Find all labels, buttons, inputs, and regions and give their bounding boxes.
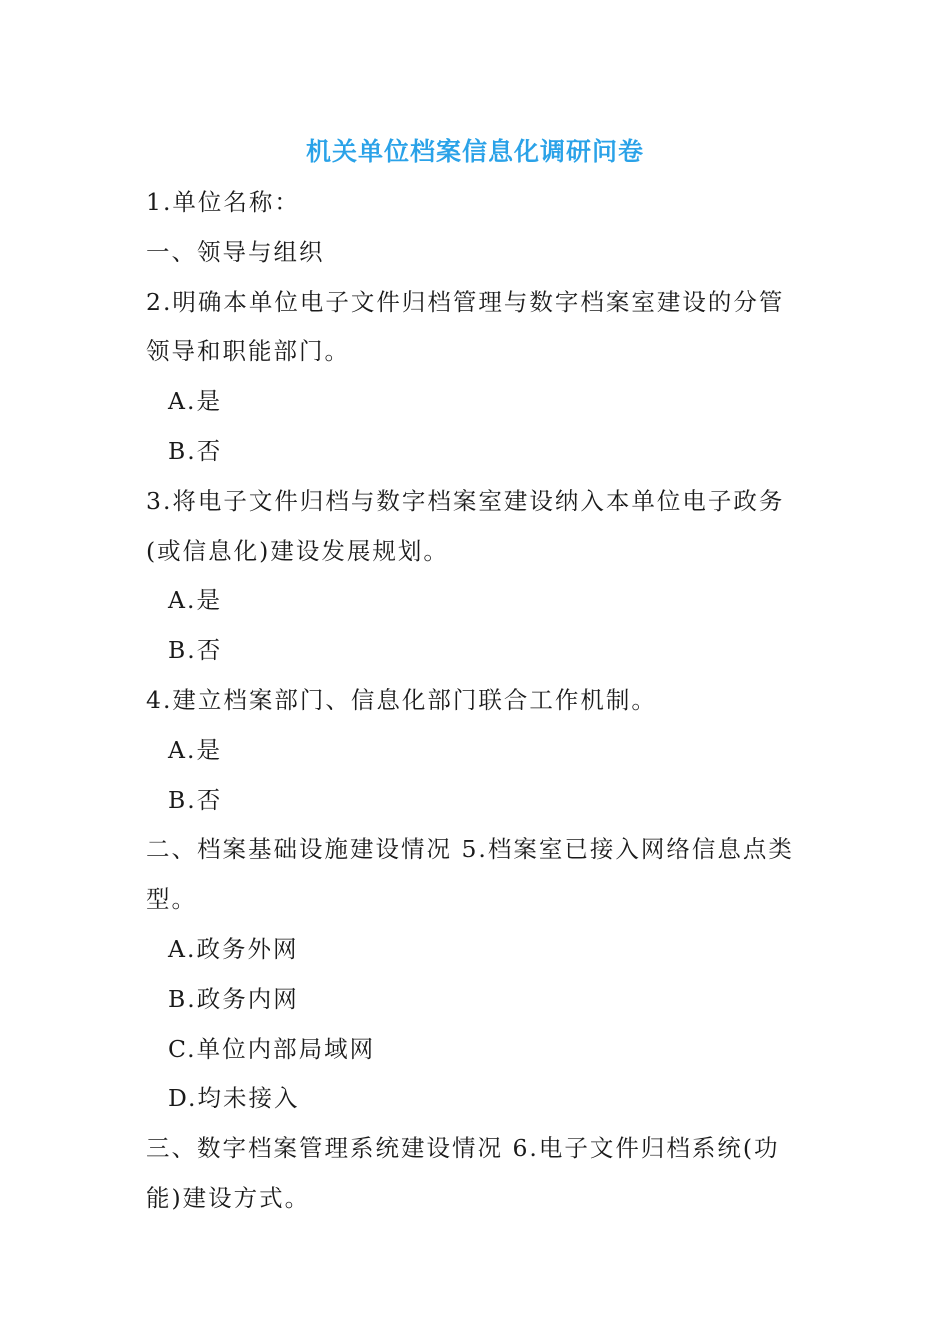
question-2-text: 2.明确本单位电子文件归档管理与数字档案室建设的分管 bbox=[146, 287, 785, 316]
option-a: A.是 bbox=[168, 735, 222, 764]
section-heading-infrastructure: 二、档案基础设施建设情况 5.档案室已接入网络信息点类 bbox=[146, 835, 794, 864]
option-b: B.否 bbox=[168, 785, 223, 814]
option-b: B.否 bbox=[168, 436, 223, 465]
option-b: B.否 bbox=[168, 636, 223, 665]
question-5-text-cont: 型。 bbox=[146, 885, 197, 914]
question-unit-name: 1.单位名称： bbox=[146, 188, 300, 216]
section-heading-system: 三、数字档案管理系统建设情况 6.电子文件归档系统(功 bbox=[146, 1134, 780, 1163]
document-title: 机关单位档案信息化调研问卷 bbox=[305, 137, 644, 166]
option-a: A.政务外网 bbox=[168, 934, 299, 963]
question-4-text: 4.建立档案部门、信息化部门联合工作机制。 bbox=[146, 685, 657, 714]
document-body bbox=[146, 178, 796, 1224]
question-3-text-cont: (或信息化)建设发展规划。 bbox=[146, 536, 449, 565]
option-b: B.政务内网 bbox=[168, 984, 299, 1013]
question-2-text-cont: 领导和职能部门。 bbox=[146, 337, 350, 366]
question-6-text-cont: 能)建设方式。 bbox=[146, 1183, 311, 1212]
option-a: A.是 bbox=[168, 387, 222, 416]
option-a: A.是 bbox=[168, 586, 222, 615]
option-c: C.单位内部局域网 bbox=[168, 1034, 376, 1063]
section-heading-leadership: 一、领导与组织 bbox=[146, 237, 325, 266]
question-3-text: 3.将电子文件归档与数字档案室建设纳入本单位电子政务 bbox=[146, 486, 785, 515]
option-d: D.均未接入 bbox=[168, 1084, 300, 1113]
